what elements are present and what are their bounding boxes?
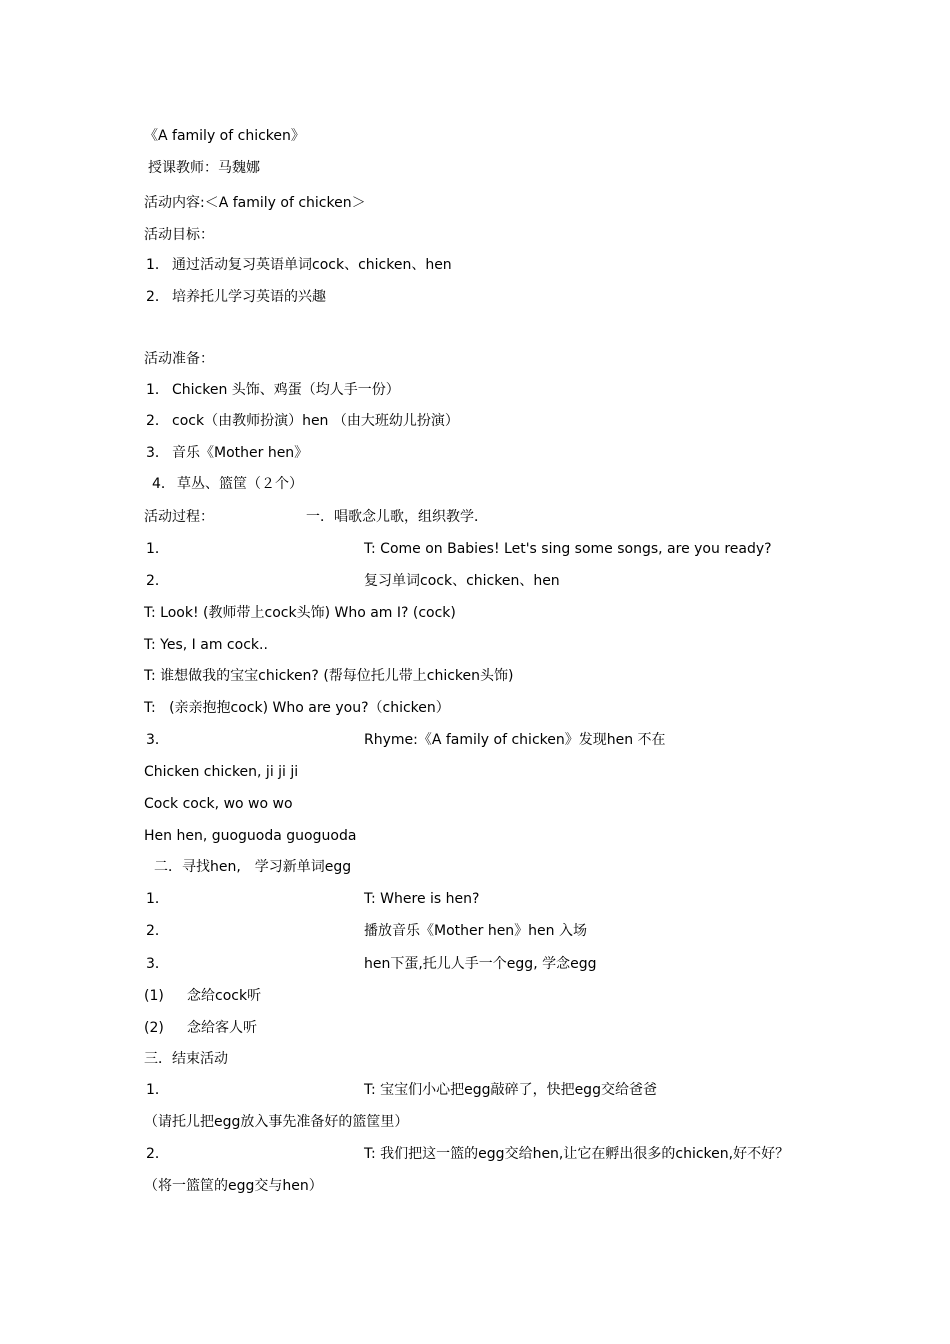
step-number: 3．	[146, 732, 169, 748]
goals-heading: 活动目标：	[144, 227, 214, 243]
process-heading: 活动过程：	[144, 509, 214, 525]
step-number: 3．	[146, 956, 169, 972]
sub-text: 念给客人听	[187, 1020, 257, 1036]
section3-title: 三．结束活动	[144, 1051, 228, 1067]
prep-number: 4．	[152, 476, 175, 492]
step-text: Rhyme:《A family of chicken》发现hen 不在	[364, 732, 666, 748]
step-number: 1．	[146, 541, 169, 557]
prep-number: 1．	[146, 382, 169, 398]
rhyme-line: Chicken chicken, ji ji ji	[144, 764, 299, 780]
prep-text: 音乐《Mother hen》	[172, 445, 309, 461]
goal-number: 2．	[146, 289, 169, 305]
step-text: hen下蛋,托儿人手一个egg, 学念egg	[364, 956, 597, 972]
goal-number: 1．	[146, 257, 169, 273]
step-number: 2．	[146, 923, 169, 939]
prep-text: cock（由教师扮演）hen （由大班幼儿扮演）	[172, 413, 459, 429]
sub-number: (2)	[144, 1020, 164, 1036]
note-line: （请托儿把egg放入事先准备好的篮筐里）	[144, 1114, 409, 1130]
step-number: 1．	[146, 1082, 169, 1098]
teacher-line: 授课教师：马魏娜	[148, 160, 260, 176]
prep-heading: 活动准备：	[144, 351, 214, 367]
section1-title: 一．唱歌念儿歌，组织教学．	[306, 509, 488, 525]
step-text: 播放音乐《Mother hen》hen 入场	[364, 923, 587, 939]
rhyme-line: Cock cock, wo wo wo	[144, 796, 293, 812]
note-line: （将一篮筐的egg交与hen）	[144, 1178, 323, 1194]
dialog-line: T: Look! (教师带上cock头饰) Who am I? (cock)	[144, 605, 456, 621]
prep-number: 3．	[146, 445, 169, 461]
dialog-line: T: (亲亲抱抱cock) Who are you?（chicken）	[144, 700, 450, 716]
step-number: 2．	[146, 573, 169, 589]
dialog-line: T: 谁想做我的宝宝chicken? (帮每位托儿带上chicken头饰)	[144, 668, 514, 684]
document-title: 《A family of chicken》	[144, 128, 305, 144]
section2-title: 二．寻找hen, 学习新单词egg	[154, 859, 352, 875]
step-text: T: Where is hen?	[364, 891, 480, 907]
step-text: 复习单词cock、chicken、hen	[364, 573, 560, 589]
sub-text: 念给cock听	[187, 988, 262, 1004]
step-text: T: 宝宝们小心把egg敲碎了，快把egg交给爸爸	[364, 1082, 657, 1098]
prep-text: 草丛、篮筐（２个）	[177, 476, 303, 492]
goal-text: 培养托儿学习英语的兴趣	[172, 289, 326, 305]
prep-text: Chicken 头饰、鸡蛋（均人手一份）	[172, 382, 400, 398]
content-line: 活动内容:＜A family of chicken＞	[144, 195, 366, 211]
sub-number: (1)	[144, 988, 164, 1004]
dialog-line: T: Yes, I am cock..	[144, 637, 268, 653]
step-text: T: Come on Babies! Let's sing some songs, are you ready?	[364, 541, 772, 557]
rhyme-line: Hen hen, guoguoda guoguoda	[144, 828, 357, 844]
step-number: 1．	[146, 891, 169, 907]
step-number: 2．	[146, 1146, 169, 1162]
prep-number: 2．	[146, 413, 169, 429]
goal-text: 通过活动复习英语单词cock、chicken、hen	[172, 257, 452, 273]
step-text: T: 我们把这一篮的egg交给hen,让它在孵出很多的chicken,好不好？	[364, 1146, 790, 1162]
